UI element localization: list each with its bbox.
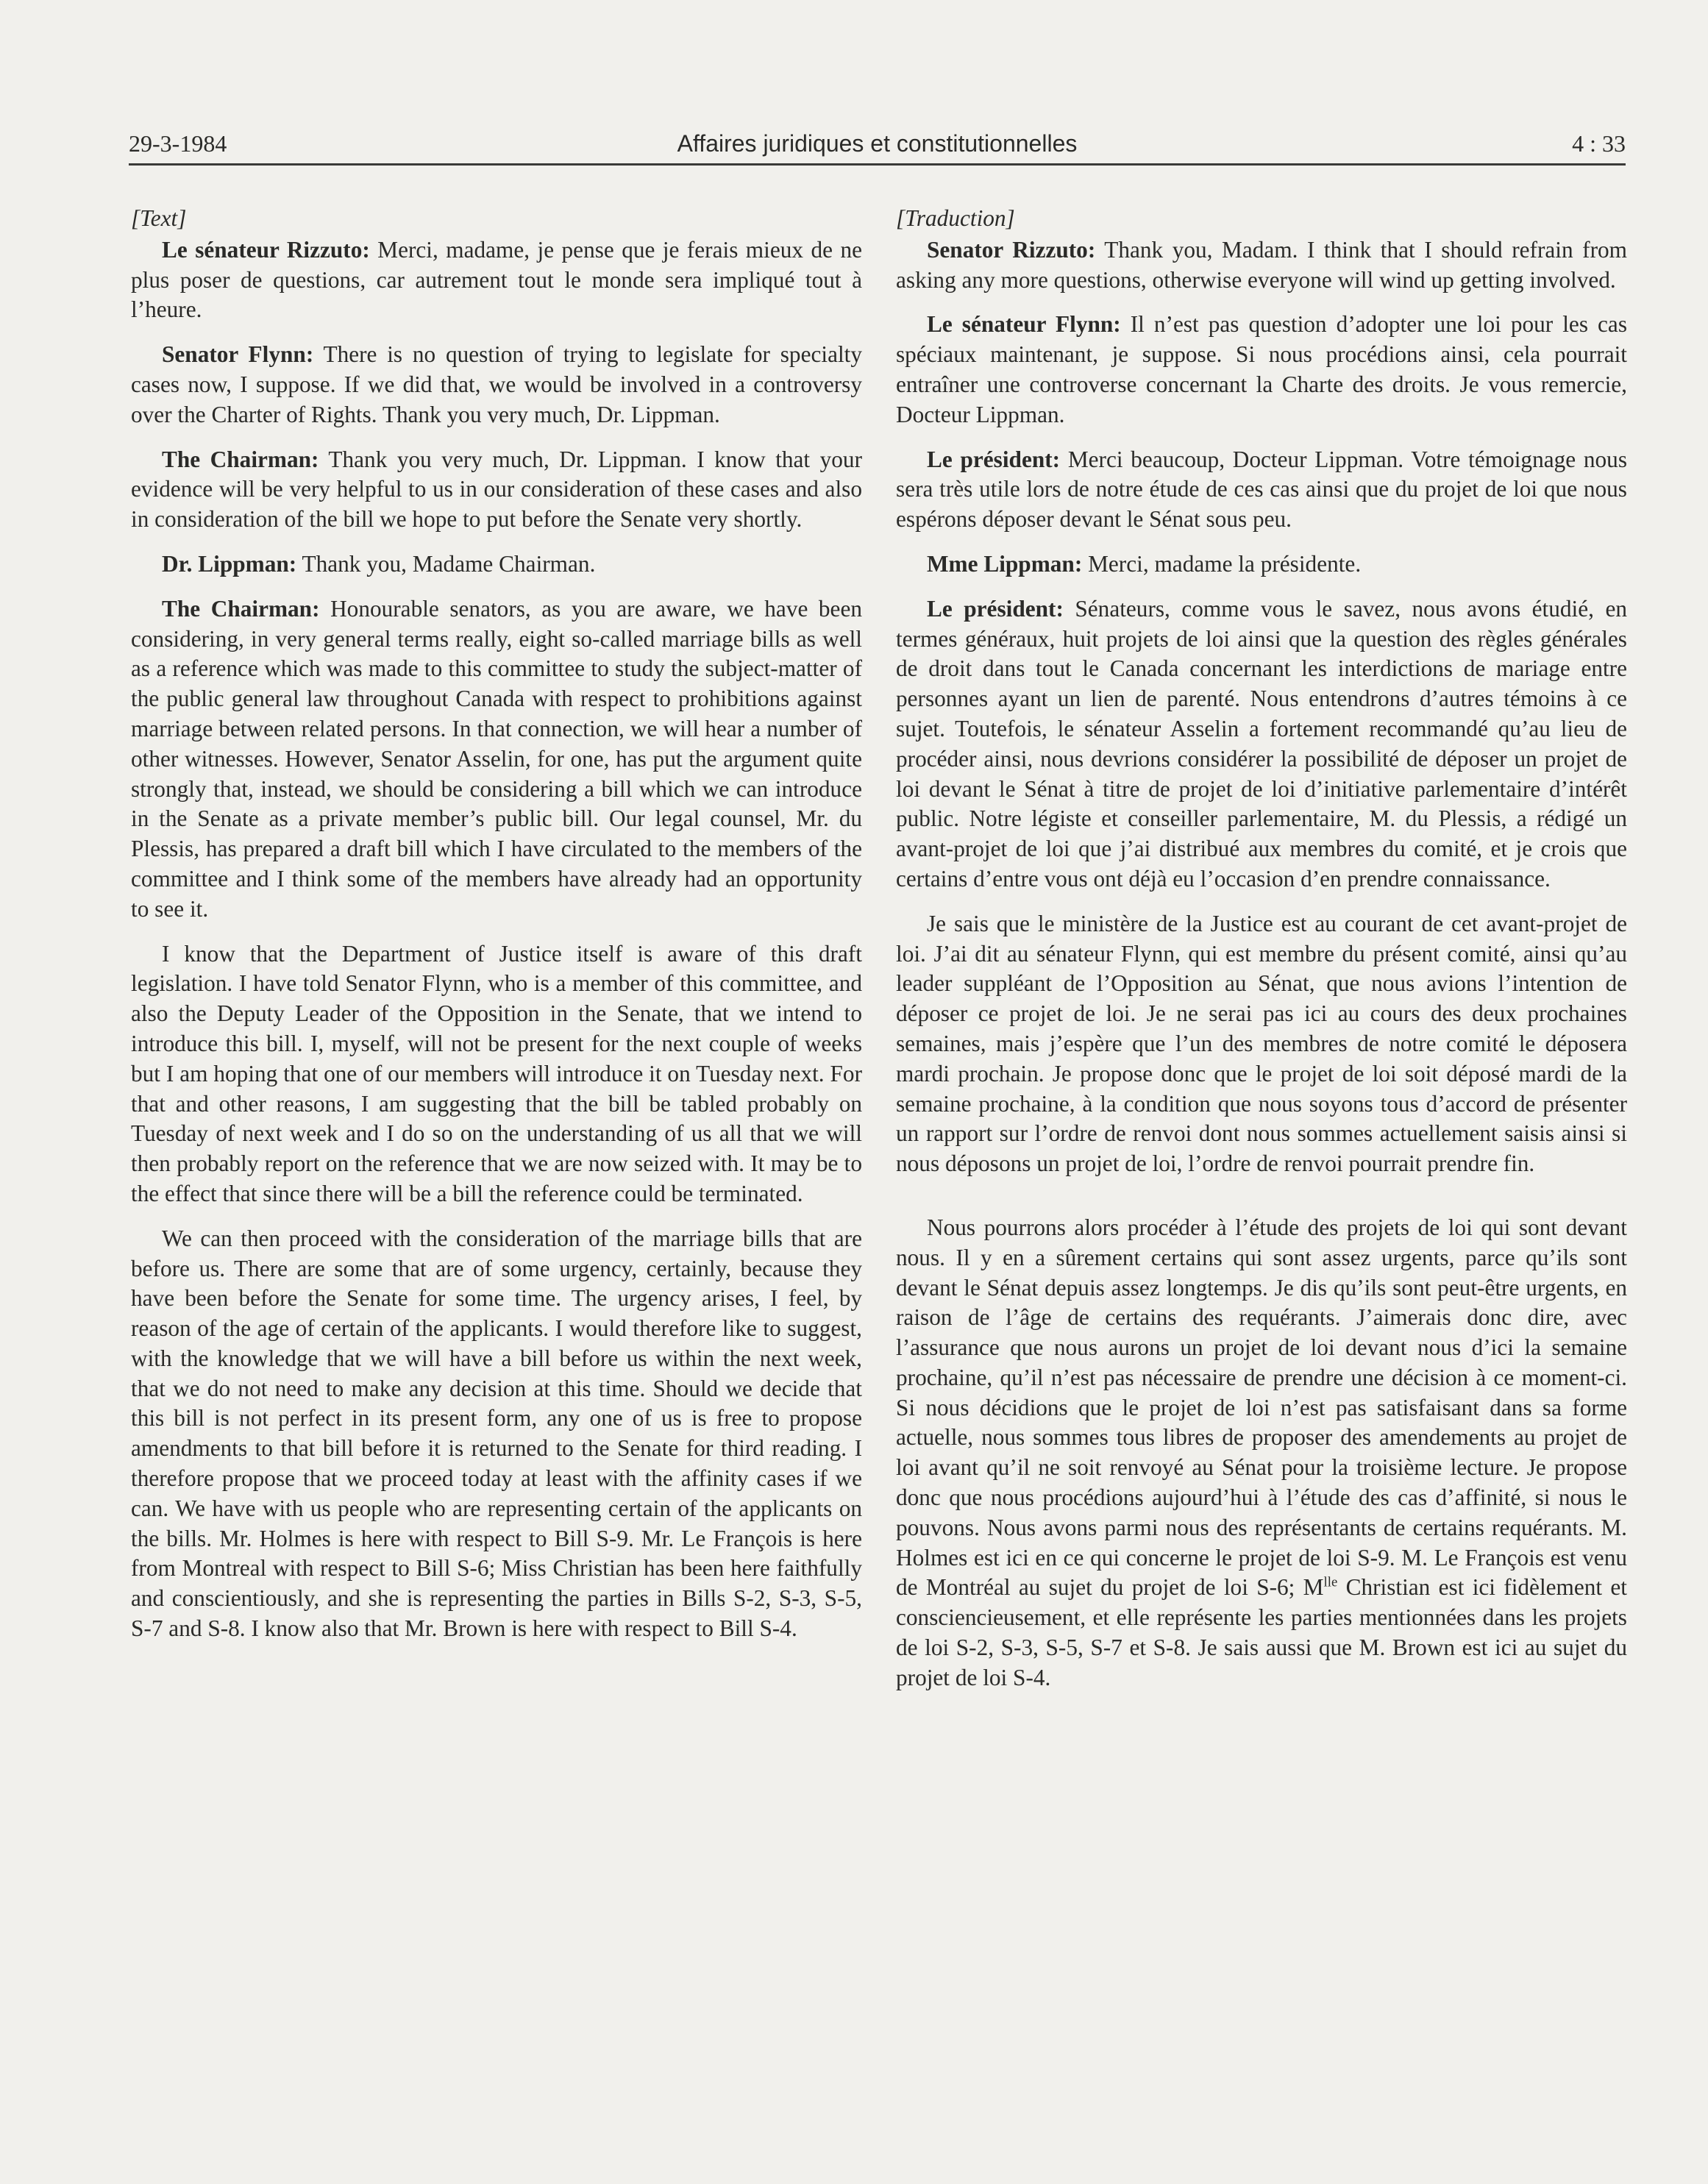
speaker-name: Dr. Lippman:: [162, 550, 297, 577]
paragraph-text: Thank you very much, Dr. Lippman. I know that your evidence will be very helpful to us in our consideration of these cases and also in consideration of the bill we hope to put before the Senate very shortly.: [131, 446, 862, 533]
paragraph-text: Merci beaucoup, Docteur Lippman. Votre témoignage nous sera très utile lors de notre étude de ces cas ainsi que du projet de loi que nous espérons déposer devant le Sénat sous peu.: [896, 446, 1628, 533]
paragraph: [131, 235, 862, 325]
speaker-name: The Chairman:: [162, 446, 319, 472]
speaker-name: Mme Lippman:: [927, 550, 1083, 577]
paragraph: [131, 1224, 862, 1644]
paragraph: [131, 445, 862, 535]
paragraph-text: Merci, madame, je pense que je ferais mieux de ne plus poser de questions, car autrement tout le monde sera impliqué tout à l’heure.: [131, 236, 862, 323]
section-tag: [Text]: [131, 205, 187, 231]
speaker-name: Le président:: [927, 446, 1061, 472]
header-date: 29-3-1984: [129, 130, 227, 157]
paragraph: [131, 549, 862, 580]
paragraph: [896, 310, 1627, 430]
french-column: [896, 204, 1627, 1708]
paragraph: [896, 549, 1627, 580]
paragraph-text: Thank you, Madam. I think that I should refrain from asking any more questions, otherwise everyone will wind up getting involved.: [896, 236, 1627, 293]
paragraph: [896, 1213, 1627, 1693]
paragraph-text: I know that the Department of Justice itself is aware of this draft legislation. I have told Senator Flynn, who is a member of this committee, and also the Deputy Leader of the Opposition in the Senate, that we intend to introduce this bill. I, myself, will not be present for the next couple of weeks but I am hoping that one of our members will introduce it on Tuesday next. For that and other reasons, I am suggesting that the bill be tabled probably on Tuesday of next week and I do so on the understanding of us all that we will then probably report on the reference that we are now seized with. It may be to the effect that since there will be a bill the reference could be terminated.: [131, 940, 862, 1206]
page-header: [129, 122, 1626, 166]
paragraph-text: Thank you, Madame Chairman.: [296, 550, 596, 577]
paragraph: [896, 445, 1627, 535]
paragraph-text: Sénateurs, comme vous le savez, nous avons étudié, en termes généraux, huit projets de loi ainsi que la question des règles générales de droit dans tout le Canada concernant les interdictions de mariage entre personnes ayant un lien de parenté. Nous entendrons d’autres témoins à ce sujet. Toutefois, le sénateur Asselin a fortement recommandé qu’au lieu de procéder ainsi, nous devrions considérer la possibilité de déposer un projet de loi devant le Sénat à titre de projet de loi d’initiative parlementaire d’intérêt public. Notre légiste et conseiller parlementaire, M. du Plessis, a rédigé un avant-projet de loi que j’ai distribué aux membres du comité, et je crois que certains d’entre vous ont déjà eu l’occasion d’en prendre connaissance.: [896, 595, 1627, 892]
english-column: [131, 204, 862, 1659]
speaker-name: Le président:: [927, 595, 1064, 622]
speaker-name: Senator Rizzuto:: [927, 236, 1096, 263]
paragraph-text: Nous pourrons alors procéder à l’étude des projets de loi qui sont devant nous. Il y en a sûrement certains qui sont assez urgents, parce qu’ils sont devant le Sénat depuis assez longtemps. Je dis qu’ils sont peut-être urgents, en raison de l’âge de certains des requérants. J’aimerais donc dire, avec l’assurance que nous aurons un projet de loi devant nous d’ici la semaine prochaine, qu’il n’est pas nécessaire de prendre une décision à ce moment-ci. Si nous décidions que le projet de loi n’est pas satisfaisant dans sa forme actuelle, nous sommes tous libres de proposer des amendements au projet de loi avant qu’il ne soit renvoyé au Sénat pour la troisième lecture. Je propose donc que nous procédions aujourd’hui à l’étude des cas d’affinité, si nous le pouvons. Nous avons parmi nous des représentants de certains requérants. M. Holmes est ici en ce qui concerne le projet de loi S-9. M. Le François est venu de Montréal au sujet du projet de loi S-6; M: [896, 1214, 1627, 1601]
speaker-name: Le sénateur Rizzuto:: [162, 236, 370, 263]
header-page-number: 4 : 33: [1572, 130, 1626, 157]
paragraph: [896, 235, 1627, 296]
speaker-name: Senator Flynn:: [162, 341, 314, 368]
section-tag: [Traduction]: [896, 205, 1015, 231]
speaker-name: Le sénateur Flynn:: [927, 311, 1121, 338]
paragraph-text: Je sais que le ministère de la Justice est au courant de cet avant-projet de loi. J’ai dit au sénateur Flynn, qui est membre du présent comité, ainsi qu’au leader suppléant de l’Opposition au Sénat, que nous avions l’intention de déposer ce projet de loi. Je ne serai pas ici au cours des deux prochaines semaines, mais j’espère que l’un des membres de notre comité le déposera mardi prochain. Je propose donc que le projet de loi soit déposé mardi de la semaine prochaine, à la condition que nous soyons tous d’accord de présenter un rapport sur l’ordre de renvoi dont nous sommes actuellement saisis ainsi si nous déposons un projet de loi, l’ordre de renvoi pourrait prendre fin.: [896, 910, 1627, 1177]
paragraph-text: Christian est ici fidèlement et consciencieusement, et elle représente les parties mentionnées dans les projets de loi S-2, S-3, S-5, S-7 et S-8. Je sais aussi que M. Brown est ici au sujet du projet de loi S-4.: [896, 1574, 1628, 1690]
paragraph-text: There is no question of trying to legislate for specialty cases now, I suppose. If we did that, we would be involved in a controversy over the Charter of Rights. Thank you very much, Dr. Lippman.: [131, 341, 862, 427]
header-title: Affaires juridiques et constitutionnelles: [677, 130, 1078, 157]
superscript-abbrev: lle: [1323, 1575, 1338, 1591]
paragraph: [896, 909, 1627, 1179]
paragraph-text: Il n’est pas question d’adopter une loi pour les cas spéciaux maintenant, je suppose. Si nous procédions ainsi, cela pourrait entraîner une controverse concernant la Charte des droits. Je vous remercie, Docteur Lippman.: [896, 311, 1627, 427]
paragraph: [131, 340, 862, 430]
speaker-name: The Chairman:: [162, 595, 320, 622]
paragraph-text: Honourable senators, as you are aware, we have been considering, in very general terms really, eight so-called marriage bills as well as a reference which was made to this committee to study the subject-matter of the public general law throughout Canada with respect to prohibitions against marriage between related persons. In that connection, we will hear a number of other witnesses. However, Senator Asselin, for one, has put the argument quite strongly that, instead, we should be considering a bill which we can introduce in the Senate as a private member’s public bill. Our legal counsel, Mr. du Plessis, has prepared a draft bill which I have circulated to the members of the committee and I think some of the members have already had an opportunity to see it.: [131, 595, 862, 922]
paragraph: [896, 594, 1627, 894]
paragraph-text: We can then proceed with the consideration of the marriage bills that are before us. There are some that are of some urgency, certainly, because they have been before the Senate for some time. The urgency arises, I feel, by reason of the age of certain of the applicants. I would therefore like to suggest, with the knowledge that we will have a bill before us within the next week, that we do not need to make any decision at this time. Should we decide that this bill is not perfect in its present form, any one of us is free to propose amendments to that bill before it is returned to the Senate for third reading. I therefore propose that we proceed today at least with the affinity cases if we can. We have with us people who are representing certain of the applicants on the bills. Mr. Holmes is here with respect to Bill S-9. Mr. Le François is here from Montreal with respect to Bill S-6; Miss Christian has been here faithfully and conscientiously, and she is representing the parties in Bills S-2, S-3, S-5, S-7 and S-8. I know also that Mr. Brown is here with respect to Bill S-4.: [131, 1225, 862, 1642]
paragraph: [131, 939, 862, 1209]
paragraph-text: Merci, madame la présidente.: [1082, 550, 1362, 577]
paragraph: [131, 594, 862, 925]
